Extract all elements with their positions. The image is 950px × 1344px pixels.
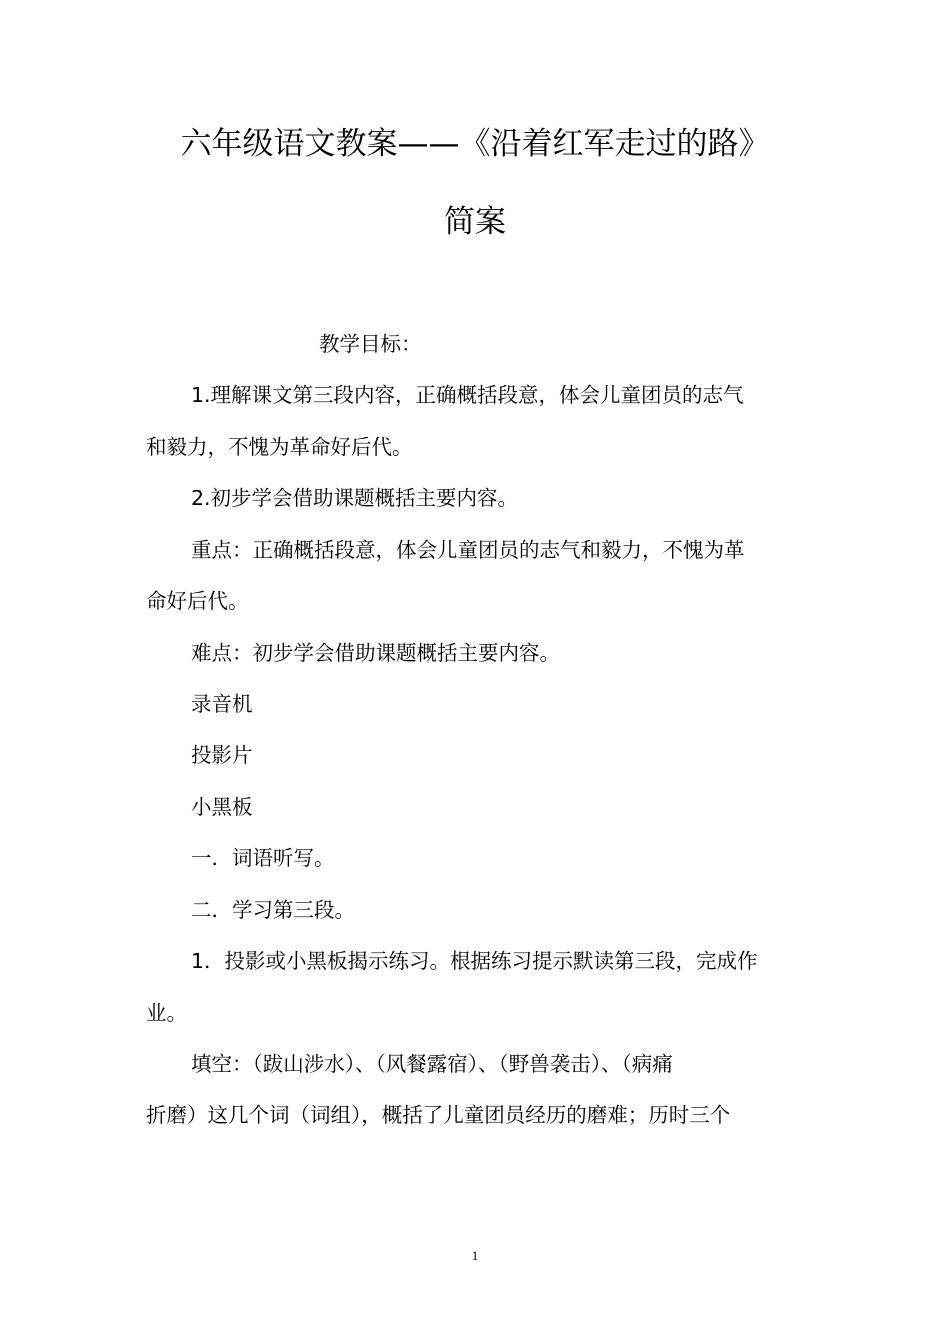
goal-1-line-2: 和毅力，不愧为革命好后代。 [146, 435, 413, 459]
goal-2: 2.初步学会借助课题概括主要内容。 [191, 486, 519, 510]
exercise-1-line-2: 业。 [146, 1001, 187, 1025]
goal-1-line-1: 1.理解课文第三段内容，正确概括段意，体会儿童团员的志气 [191, 383, 744, 407]
exercise-1-line-1: 1．投影或小黑板揭示练习。根据练习提示默读第三段，完成作 [191, 949, 758, 973]
page-number: 1 [471, 1248, 479, 1263]
material-blackboard: 小黑板 [191, 795, 253, 819]
key-point-line-2: 命好后代。 [146, 589, 249, 613]
material-slides: 投影片 [191, 743, 253, 767]
teaching-goals-heading: 教学目标： [319, 332, 422, 356]
fill-blank-line-1: 填空：（跋山涉水）、（风餐露宿）、（野兽袭击）、（病痛 [191, 1052, 673, 1076]
document-title-line-1: 六年级语文教案——《沿着红军走过的路》 [180, 126, 770, 162]
difficulty: 难点：初步学会借助课题概括主要内容。 [191, 641, 560, 665]
document-title-line-2: 简案 [444, 204, 506, 240]
fill-blank-line-2: 折磨）这几个词（词组），概括了儿童团员经历的磨难；历时三个 [146, 1103, 731, 1127]
step-two: 二．学习第三段。 [191, 898, 355, 922]
step-one: 一．词语听写。 [191, 846, 335, 870]
material-recorder: 录音机 [191, 692, 253, 716]
key-point-line-1: 重点：正确概括段意，体会儿童团员的志气和毅力，不愧为革 [191, 538, 745, 562]
